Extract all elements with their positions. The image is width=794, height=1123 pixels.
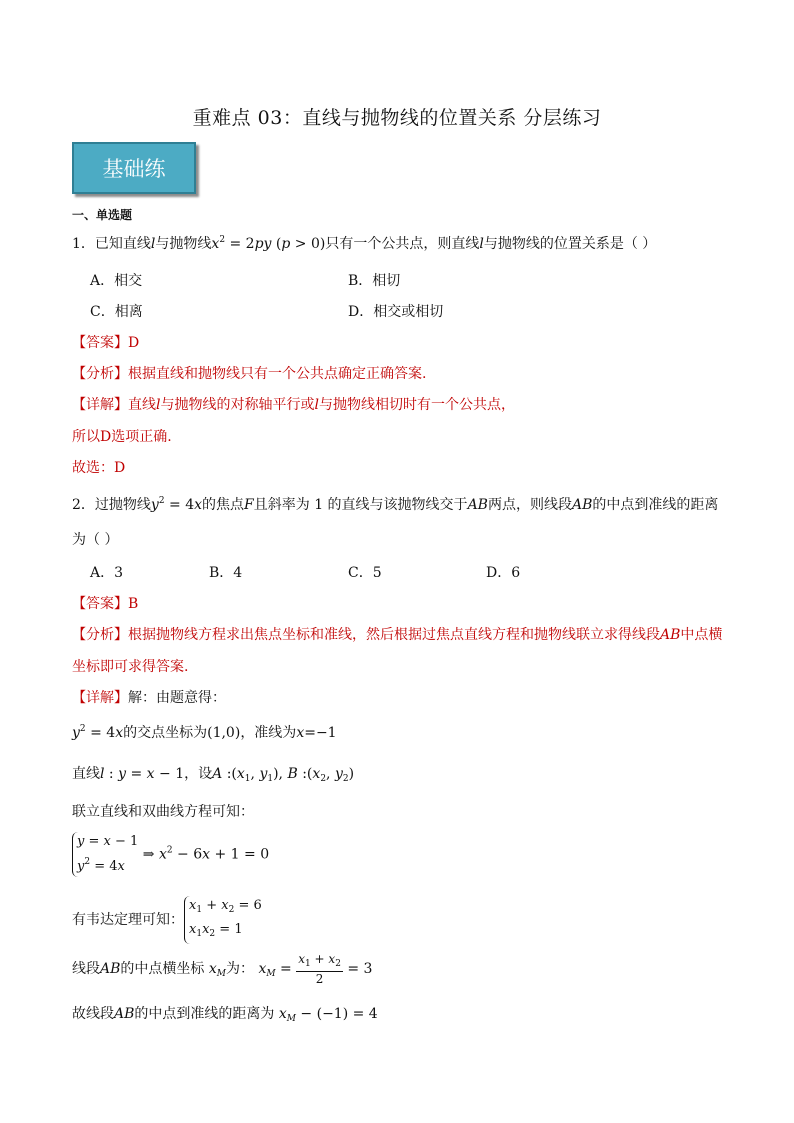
question-2: 2．过抛物线$y^2 = 4x$的焦点F且斜率为 1 的直线与该抛物线交于AB两点，则线段AB的中点到准线的距离: [72, 496, 719, 513]
q2-analysis-line2: 坐标即可求得答案.: [72, 659, 189, 675]
q2-step-focus: $y^2 = 4x$的交点坐标为(1,0)，准线为x=−1: [72, 724, 337, 741]
q2-answer: 【答案】B: [72, 596, 139, 612]
section-heading: 一、单选题: [72, 208, 133, 222]
section-badge: 基础练: [72, 142, 196, 194]
q2-option-a: A．3: [90, 565, 124, 581]
q1-analysis: 【分析】根据直线和抛物线只有一个公共点确定正确答案.: [72, 366, 427, 382]
q2-detail: 【详解】解：由题意得：: [72, 690, 226, 706]
q2-step-combine: 联立直线和双曲线方程可知：: [72, 804, 254, 820]
q1-detail-line2: 所以D选项正确.: [72, 429, 172, 445]
q1-option-c: C．相离: [90, 304, 143, 320]
q2-step-midpoint: 线段AB的中点横坐标 $x_M$为： $x_M$ = $\frac{x_1 + x_2}{2} = 3$: [72, 952, 373, 986]
q2-option-c: C．5: [348, 565, 382, 581]
q1-option-b: B．相切: [348, 273, 401, 289]
question-2-cont: 为（ ）: [72, 532, 119, 548]
q2-step-distance: 故线段AB的中点到准线的距离为 $x_M - (-1) = 4$: [72, 1006, 378, 1024]
q2-option-b: B．4: [209, 565, 243, 581]
q2-analysis: 【分析】根据抛物线方程求出焦点坐标和准线，然后根据过焦点直线方程和抛物线联立求得线段AB中点横: [72, 627, 723, 643]
q1-detail: 【详解】直线l与抛物线的对称轴平行或l与抛物线相切时有一个公共点，: [72, 397, 515, 413]
q1-option-a: A．相交: [90, 273, 143, 289]
page-title: 重难点 03：直线与抛物线的位置关系 分层练习: [192, 107, 602, 129]
q2-step-system: y = x − 1 $y^2 = 4x$ ⇒ $x^2 - 6x + 1 = 0$: [72, 832, 269, 877]
q1-choice: 故选：D: [72, 460, 126, 476]
q2-step-line: 直线l : y = x − 1，设A $:(x_1$, $y_1$), B $:(x_2$, $y_2$): [72, 766, 355, 784]
q2-step-vieta: 有韦达定理可知：$x_1 + x_2 = 6$ $x_1x_2 = 1$: [72, 896, 262, 944]
question-1: 1．已知直线l与抛物线$x^2 = 2py$ (p > 0)只有一个公共点，则直线l与抛物线的位置关系是（ ）: [72, 235, 657, 252]
q2-option-d: D．6: [486, 565, 521, 581]
q1-option-d: D．相交或相切: [348, 304, 444, 320]
q1-answer: 【答案】D: [72, 335, 140, 351]
